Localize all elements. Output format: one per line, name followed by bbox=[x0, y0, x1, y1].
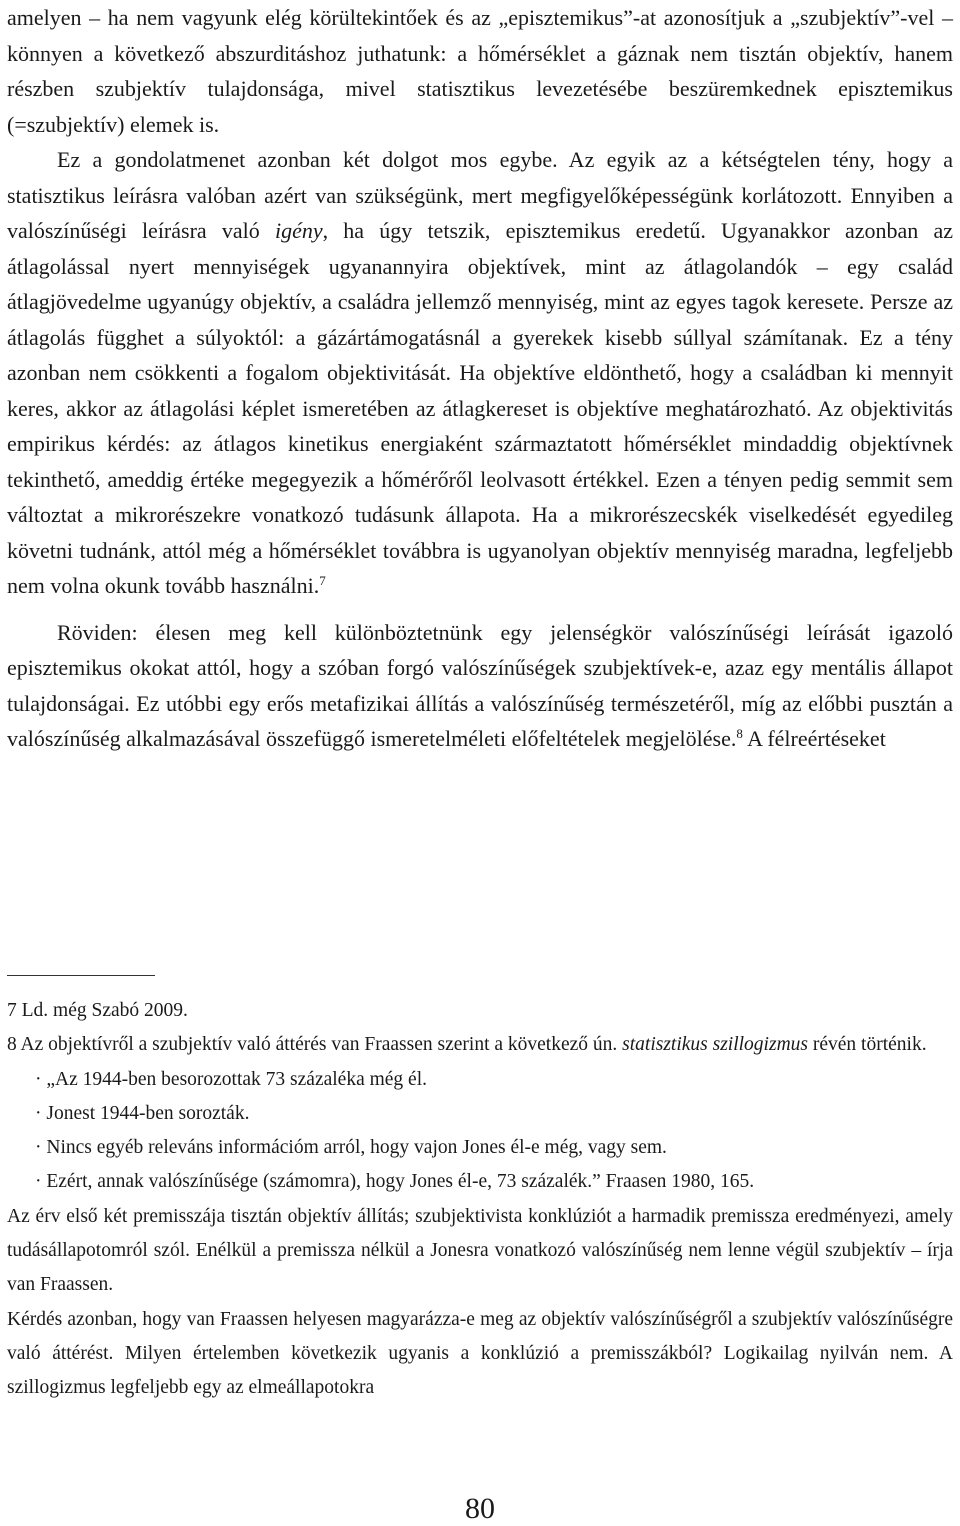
paragraph bbox=[7, 142, 953, 604]
text-run: Röviden: élesen meg kell különböztetnünk egy jelenségkör valószínűségi leírását igazoló episztemikus okokat attól, hogy a szóban forgó valószínűségek szubjektívek-e, azaz egy mentális állapot tulajdonságai. Ez utóbbi egy erős metafizikai állítás a valószínűség természetéről, míg az előbbi pusztán a valószínűség alkalmazásával összefüggő ismeretelméleti előfeltételek megjelölése. bbox=[7, 619, 953, 751]
page-number: 80 bbox=[465, 1492, 495, 1525]
text-run: révén történik. bbox=[808, 1034, 927, 1056]
main-text bbox=[7, 0, 953, 757]
text-run: A félreértéseket bbox=[742, 726, 886, 751]
paragraph bbox=[7, 615, 953, 757]
emphasis: statisztikus szillogizmus bbox=[622, 1034, 808, 1056]
emphasis: igény bbox=[274, 218, 323, 243]
list-item: · „Az 1944-ben besorozottak 73 százaléka még él. bbox=[35, 1068, 427, 1090]
footnote-8 bbox=[7, 1028, 953, 1062]
footnote-ref-8[interactable]: 8 bbox=[736, 726, 743, 741]
footnote-paragraph: Kérdés azonban, hogy van Fraassen helyesen magyarázza-e meg az objektív valószínűségről a szubjektív valószínűségre való áttérést. Milyen értelemben következik ugyanis a konklúzió a premisszákból? Logikailag nyilván nem. A szillogizmus legfeljebb egy az elmeállapotokra bbox=[7, 1308, 953, 1399]
footnotes bbox=[7, 994, 953, 1406]
list-item: · Nincs egyéb releváns információm arról, hogy vajon Jones él-e még, vagy sem. bbox=[35, 1137, 667, 1159]
footnote-divider bbox=[7, 975, 155, 976]
text-run: 8 Az objektívről a szubjektív való áttérés van Fraassen szerint a következő ún. bbox=[7, 1034, 623, 1056]
text-run: , ha úgy tetszik, episztemikus eredetű. Ugyanakkor azonban az átlagolással nyert mennyiségek ugyanannyira objektívek, mint az átlagolandók – egy család átlagjövedelme ugyanúgy objektív, a családra jellemző mennyiség, mint az egyes tagok keresete. Persze az átlagolás függhet a súlyoktól: a gázártámogatásnál a gyerekek kisebb súllyal számítanak. Ez a tény azonban nem csökkenti a fogalom objektivitását. Ha objektíve eldönthető, hogy a családban ki mennyit keres, akkor az átlagolási képlet ismeretében az átlagkereset is objektíve meghatározható. Az objektivitás empirikus kérdés: az átlagos kinetikus energiaként származtatott hőmérséklet mindaddig objektívnek tekinthető, ameddig értéke megegyezik a hőmérőről leolvasott értékkel. Ezen a tényen pedig semmit sem változtat a mikrorészekre vonatkozó tudásunk állapota. Ha a mikrorészecskék viselkedését egyedileg követni tudnánk, attól még a hőmérséklet továbbra is ugyanolyan objektív mennyiség maradna, legfeljebb nem volna okunk tovább használni. bbox=[7, 218, 954, 598]
list-item: · Jonest 1944-ben sorozták. bbox=[35, 1102, 250, 1124]
list-item: · Ezért, annak valószínűsége (számomra), hogy Jones él-e, 73 százalék.” Fraasen 1980, 165. bbox=[35, 1171, 755, 1193]
footnote-7: 7 Ld. még Szabó 2009. bbox=[7, 1000, 188, 1021]
footnote-ref-7[interactable]: 7 bbox=[319, 573, 326, 588]
page bbox=[7, 0, 954, 1399]
footnote-paragraph: Az érv első két premisszája tisztán objektív állítás; szubjektivista konklúziót a harmadik premissza eredményezi, amely tudásállapotomról szól. Enélkül a premissza nélkül a Jonesra vonatkozó valószínűség nem lenne végül szubjektív – írja van Fraassen. bbox=[7, 1205, 953, 1296]
paragraph: amelyen – ha nem vagyunk elég körültekintőek és az „episztemikus”-at azonosítjuk a „szubjektív”-vel – könnyen a következő abszurditáshoz juthatunk: a hőmérséklet a gáznak nem tisztán objektív, hanem részben szubjektív tulajdonsága, mivel statisztikus levezetésébe beszüremkednek episztemikus (=szubjektív) elemek is. bbox=[7, 5, 953, 137]
text-run: Ez a gondolatmenet azonban két dolgot mos egybe. Az egyik az a kétségtelen tény, hogy a statisztikus leírásra valóban azért van szükségünk, mert megfigyelőképességünk korlátozott. Ennyiben a valószínűségi leírásra való bbox=[7, 147, 953, 243]
